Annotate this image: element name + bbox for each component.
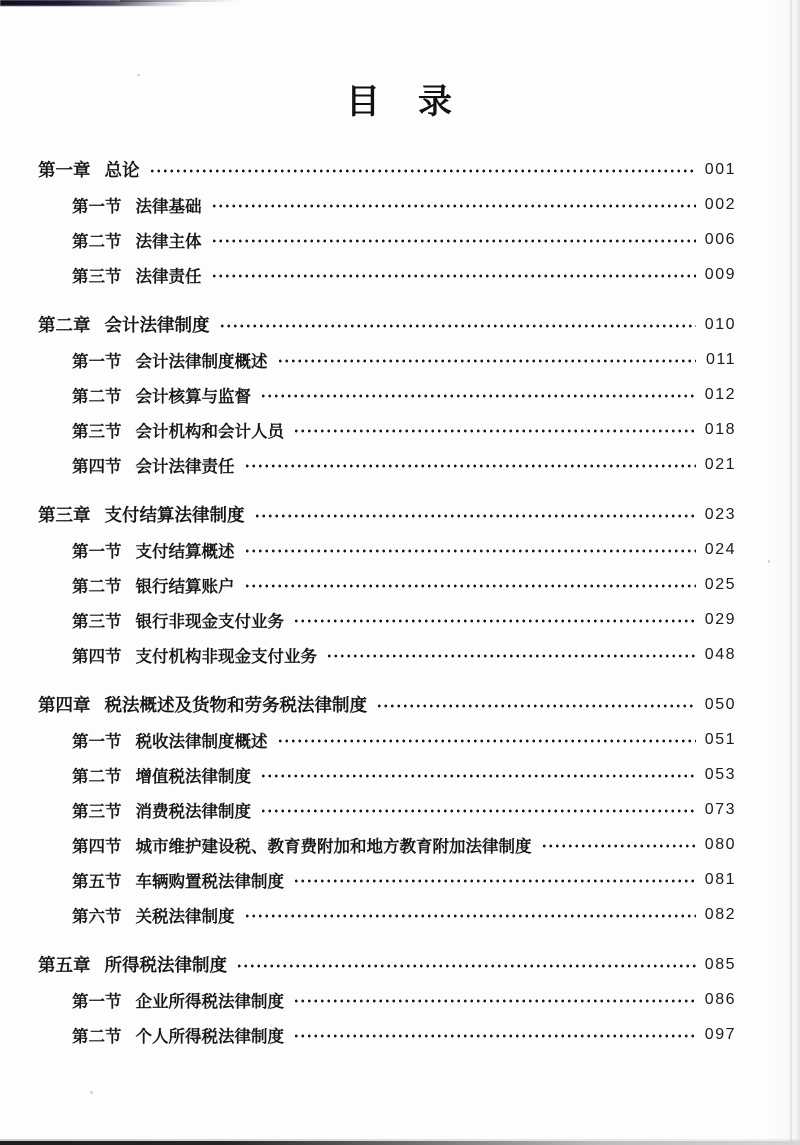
section-number: 第五节 xyxy=(72,872,122,891)
page-number: 073 xyxy=(704,800,736,818)
section-number: 第四节 xyxy=(72,647,122,666)
page-number: 081 xyxy=(704,870,736,888)
toc-chapter-row xyxy=(0,947,800,982)
page-number: 085 xyxy=(704,955,736,973)
section-title: 消费税法律制度 xyxy=(135,802,251,821)
section-number: 第二节 xyxy=(72,387,122,406)
section-title: 关税法律制度 xyxy=(135,907,235,926)
toc-section-row xyxy=(0,377,800,412)
scan-speck xyxy=(768,560,770,563)
toc-section-row xyxy=(0,637,800,672)
chapter-title: 总论 xyxy=(104,160,140,180)
chapter-title: 会计法律制度 xyxy=(104,315,210,335)
page-number: 023 xyxy=(704,505,736,523)
dot-leader xyxy=(277,354,697,368)
toc-section-row xyxy=(0,792,800,827)
section-number: 第四节 xyxy=(72,457,122,476)
chapter-title: 所得税法律制度 xyxy=(104,955,227,975)
toc-section-row xyxy=(0,982,800,1017)
section-title: 税收法律制度概述 xyxy=(135,732,268,751)
dot-leader xyxy=(211,199,697,213)
dot-leader xyxy=(236,959,696,973)
page-number: 010 xyxy=(704,315,736,333)
chapter-number: 第一章 xyxy=(38,160,91,180)
section-title: 会计法律责任 xyxy=(135,457,235,476)
section-title: 法律主体 xyxy=(135,232,202,251)
page-number: 024 xyxy=(704,540,736,558)
toc-section-row xyxy=(0,222,800,257)
dot-leader xyxy=(254,509,697,523)
page-number: 053 xyxy=(704,765,736,783)
dot-leader xyxy=(219,319,697,333)
section-title: 会计机构和会计人员 xyxy=(135,422,284,441)
section-number: 第二节 xyxy=(72,767,122,786)
page-number: 011 xyxy=(705,350,736,368)
dot-leader xyxy=(376,699,696,713)
section-title: 法律责任 xyxy=(135,267,202,286)
toc-section-row xyxy=(0,447,800,482)
page-number: 021 xyxy=(704,455,736,473)
section-number: 第二节 xyxy=(72,232,122,251)
section-title: 个人所得税法律制度 xyxy=(135,1027,284,1046)
dot-leader xyxy=(260,769,696,783)
dot-leader xyxy=(149,164,697,178)
toc-chapter-row xyxy=(0,152,800,187)
toc-section-row xyxy=(0,257,800,292)
toc-section-row xyxy=(0,722,800,757)
section-number: 第一节 xyxy=(72,732,122,751)
chapter-number: 第五章 xyxy=(38,955,91,975)
section-number: 第一节 xyxy=(72,992,122,1011)
page-number: 097 xyxy=(704,1025,736,1043)
section-number: 第三节 xyxy=(72,802,122,821)
section-number: 第二节 xyxy=(72,1027,122,1046)
dot-leader xyxy=(293,994,696,1008)
section-title: 城市维护建设税、教育费附加和地方教育附加法律制度 xyxy=(135,837,532,856)
section-number: 第三节 xyxy=(72,612,122,631)
dot-leader xyxy=(244,459,697,473)
dot-leader xyxy=(260,389,696,403)
toc-section-row xyxy=(0,567,800,602)
section-title: 增值税法律制度 xyxy=(135,767,251,786)
page-number: 002 xyxy=(704,195,736,213)
page-number: 012 xyxy=(704,385,736,403)
dot-leader xyxy=(260,804,696,818)
toc-section-row xyxy=(0,412,800,447)
section-title: 法律基础 xyxy=(135,197,202,216)
section-number: 第三节 xyxy=(72,267,122,286)
dot-leader xyxy=(293,614,696,628)
dot-leader xyxy=(211,269,697,283)
section-title: 会计核算与监督 xyxy=(135,387,251,406)
page-number: 082 xyxy=(704,905,736,923)
chapter-title: 支付结算法律制度 xyxy=(104,505,245,525)
dot-leader xyxy=(211,234,697,248)
section-title: 支付结算概述 xyxy=(135,542,235,561)
dot-leader xyxy=(244,579,697,593)
section-number: 第四节 xyxy=(72,837,122,856)
page-number: 048 xyxy=(704,645,736,663)
scan-artifact-right-line xyxy=(790,0,792,1145)
toc-section-row xyxy=(0,862,800,897)
toc-section-row xyxy=(0,602,800,637)
toc-section-row xyxy=(0,827,800,862)
dot-leader xyxy=(277,734,697,748)
dot-leader xyxy=(326,649,696,663)
page-number: 080 xyxy=(704,835,736,853)
scan-artifact-bottom-bar xyxy=(0,1141,800,1145)
chapter-number: 第二章 xyxy=(38,315,91,335)
section-number: 第一节 xyxy=(72,542,122,561)
dot-leader xyxy=(293,1029,696,1043)
chapter-title: 税法概述及货物和劳务税法律制度 xyxy=(104,695,367,715)
toc-section-row xyxy=(0,532,800,567)
scan-speck xyxy=(137,74,140,76)
page-number: 001 xyxy=(704,160,736,178)
section-title: 银行结算账户 xyxy=(135,577,235,596)
section-number: 第六节 xyxy=(72,907,122,926)
page-number: 051 xyxy=(704,730,736,748)
toc-section-row xyxy=(0,1017,800,1052)
section-number: 第一节 xyxy=(72,352,122,371)
page-number: 050 xyxy=(704,695,736,713)
page-number: 018 xyxy=(704,420,736,438)
chapter-number: 第三章 xyxy=(38,505,91,525)
section-title: 支付机构非现金支付业务 xyxy=(135,647,317,666)
toc-chapter-row xyxy=(0,307,800,342)
toc-section-row xyxy=(0,187,800,222)
toc-section-row xyxy=(0,342,800,377)
dot-leader xyxy=(541,839,697,853)
section-number: 第二节 xyxy=(72,577,122,596)
chapter-number: 第四章 xyxy=(38,695,91,715)
dot-leader xyxy=(293,424,696,438)
page-number: 029 xyxy=(704,610,736,628)
toc-section-row xyxy=(0,897,800,932)
section-title: 车辆购置税法律制度 xyxy=(135,872,284,891)
toc-list xyxy=(0,152,800,1052)
scan-speck xyxy=(90,1091,93,1094)
dot-leader xyxy=(244,909,697,923)
page-title: 目 录 xyxy=(346,83,454,121)
section-title: 企业所得税法律制度 xyxy=(135,992,284,1011)
section-title: 会计法律制度概述 xyxy=(135,352,268,371)
dot-leader xyxy=(293,874,696,888)
dot-leader xyxy=(244,544,697,558)
toc-section-row xyxy=(0,757,800,792)
section-number: 第三节 xyxy=(72,422,122,441)
page-number: 025 xyxy=(704,575,736,593)
page-number: 086 xyxy=(704,990,736,1008)
section-title: 银行非现金支付业务 xyxy=(135,612,284,631)
page-number: 006 xyxy=(704,230,736,248)
scan-artifact-top-streak-tail xyxy=(120,0,240,2)
toc-chapter-row xyxy=(0,497,800,532)
toc-chapter-row xyxy=(0,687,800,722)
section-number: 第一节 xyxy=(72,197,122,216)
page-number: 009 xyxy=(704,265,736,283)
